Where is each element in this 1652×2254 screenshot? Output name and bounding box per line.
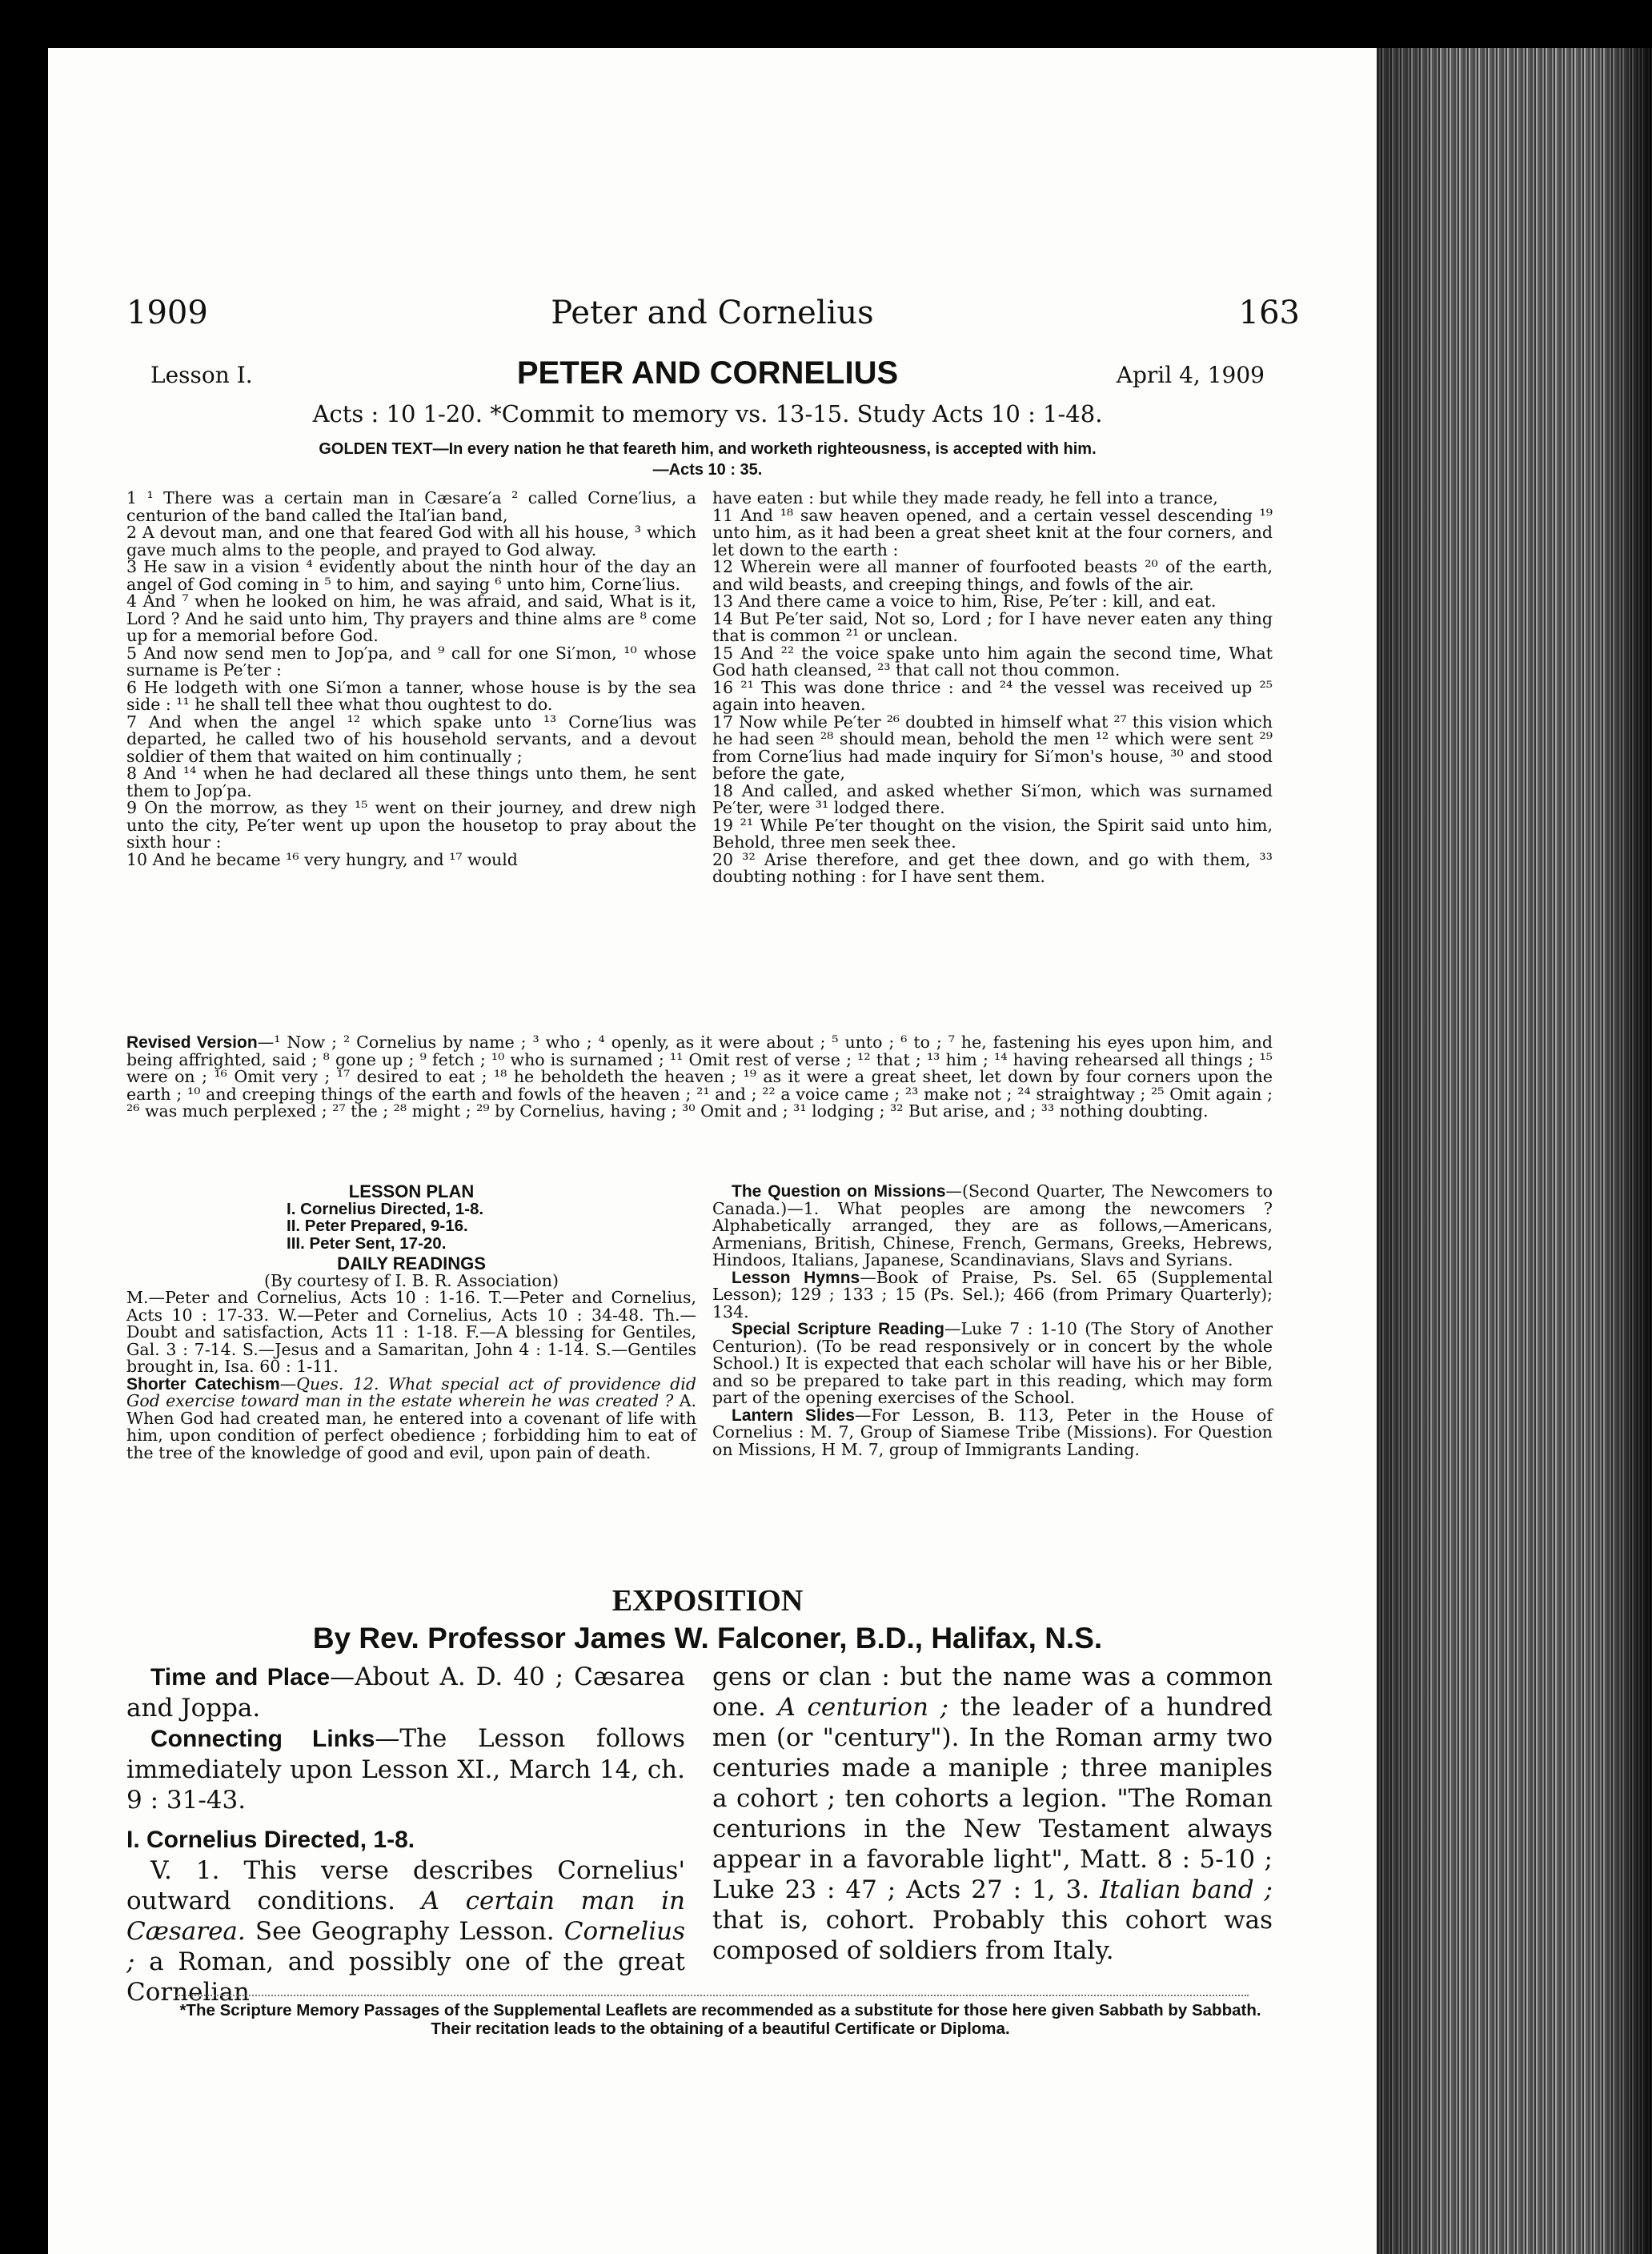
exposition-text: that is, cohort. Probably this cohort was composed of soldiers from Italy. <box>712 1906 1273 1965</box>
catechism-answer: A. When God had created man, he entered into a covenant of life with him, upon condition of perfect obedience ; forbidding him to eat of the tree of the knowledge of good and evil, upon pain of death. <box>126 1391 696 1462</box>
header-page-number: 163 <box>1238 295 1300 331</box>
verse: 17 Now while Pe′ter ²⁶ doubted in himself what ²⁷ this vision which he had seen ²⁸ should mean, behold the men ¹² which were sent ²⁹ from Corne′lius had made inquiry for Si′mon's house, ³⁰ and stood before the gate, <box>712 712 1273 783</box>
verse: 16 ²¹ This was done thrice : and ²⁴ the vessel was received up ²⁵ again into heaven. <box>712 677 1273 714</box>
exposition-text: the leader of a hundred men (or "century"). In the Roman army two centuries made a maniple ; three maniples a cohort ; ten cohorts a legion. "The Roman centurions in the New Testament always appear in a favorable light", Matt. 8 : 5-10 ; Luke 23 : 47 ; Acts 27 : 1, 3. <box>712 1693 1273 1904</box>
verse: 15 And ²² the voice spake unto him again the second time, What God hath cleansed, ²³ that call not thou common. <box>712 643 1273 680</box>
lantern-text: —For Lesson, B. 113, Peter in the House of Cornelius : M. 7, Group of Siamese Tribe (Missions). For Question on Missions, H M. 7, group of Immigrants Landing. <box>712 1405 1273 1459</box>
lantern-label: Lantern Slides <box>732 1406 855 1425</box>
special-reading-label: Special Scripture Reading <box>732 1320 944 1338</box>
verse: 8 And ¹⁴ when he had declared all these things unto them, he sent them to Jop′pa. <box>126 764 696 800</box>
v1-text: V. 1. This verse describes Cornelius' outward conditions. <box>126 1856 685 1915</box>
exposition-italic: Italian band ; <box>1100 1875 1273 1904</box>
missions-text: —(Second Quarter, The Newcomers to Canada.)—1. What peoples are among the newcomers ? Alphabetically arranged, they are as follows,—Americans, Armenians, British, Chinese, French, Germans, Greeks, Hebrews, Hindoos, Italians, Japanese, Scandinavians, Slavs and Syrians. <box>712 1181 1273 1269</box>
special-reading-text: —Luke 7 : 1-10 (The Story of Another Centurion). (To be read responsively or in concert by the whole School.) It is expected that each scholar will have his or her Bible, and so be prepared to take part in this reading, which may form part of the opening exercises of the School. <box>712 1319 1273 1407</box>
verse: 2 A devout man, and one that feared God with all his house, ³ which gave much alms to the people, and prayed to God alway. <box>126 523 696 559</box>
scripture-right-column <box>712 490 1273 886</box>
lesson-notes-left <box>126 1183 696 1462</box>
verse: 12 Wherein were all manner of fourfooted beasts ²⁰ of the earth, and wild beasts, and creeping things, and fowls of the air. <box>712 557 1273 594</box>
hymns-label: Lesson Hymns <box>732 1268 860 1287</box>
missions-label: The Question on Missions <box>732 1182 946 1201</box>
v1-italic-2: Cornelius ; <box>126 1917 685 1976</box>
exposition-italic: A centurion ; <box>777 1693 948 1722</box>
v1-italic-1: A certain man in Cæsarea. <box>126 1887 685 1946</box>
revised-version-text: —¹ Now ; ² Cornelius by name ; ³ who ; ⁴ openly, as it were about ; ⁵ unto ; ⁶ to ; ⁷ he, fastening his eyes upon him, and being affrighted, said ; ⁸ gone up ; ⁹ fetch ; ¹⁰ who is surnamed ; ¹¹ Omit rest of verse ; ¹² that ; ¹³ him ; ¹⁴ having rehearsed all things ; ¹⁵ were on ; ¹⁶ Omit very ; ¹⁷ desired to eat ; ¹⁸ he beholdeth the heaven ; ¹⁹ as it were a great sheet, let down by four corners upon the earth ; ¹⁰ and creeping things of the earth and fowls of the heaven ; ²¹ and ; ²² a voice came ; ²³ make not ; ²⁴ straightway ; ²⁵ Omit again ; ²⁶ was much perplexed ; ²⁷ the ; ²⁸ might ; ²⁹ by Cornelius, having ; ³⁰ Omit and ; ³¹ lodging ; ³² But arise, and ; ³³ nothing doubting. <box>126 1033 1273 1121</box>
verse: 7 And when the angel ¹² which spake unto ¹³ Corne′lius was departed, he called two of his household servants, and a devout soldier of them that waited on him continually ; <box>126 712 696 766</box>
golden-text <box>150 439 1265 480</box>
book-page-edges <box>1377 48 1652 2254</box>
revised-version-label: Revised Version <box>126 1033 258 1052</box>
verse: 10 And he became ¹⁶ very hungry, and ¹⁷ would <box>126 849 518 869</box>
lesson-plan-heading: LESSON PLAN <box>348 1181 475 1201</box>
verse: 14 But Pe′ter said, Not so, Lord ; for I have never eaten any thing that is common ²¹ or unclean. <box>712 608 1273 645</box>
lesson-notes-right <box>712 1183 1273 1458</box>
verse: 6 He lodgeth with one Si′mon a tanner, whose house is by the sea side : ¹¹ he shall tell thee what thou oughtest to do. <box>126 677 696 714</box>
header-year: 1909 <box>126 295 208 331</box>
header-running-title: Peter and Cornelius <box>551 295 874 331</box>
v1-text: See Geography Lesson. <box>245 1917 564 1946</box>
verse: 9 On the morrow, as they ¹⁵ went on their journey, and drew nigh unto the city, Pe′ter went up upon the housetop to pray about the sixth hour : <box>126 798 696 852</box>
exposition-right-column <box>712 1662 1273 1966</box>
links-text: —The Lesson follows immediately upon Lesson XI., March 14, ch. 9 : 31-43. <box>126 1724 685 1815</box>
scripture-left-column <box>126 490 696 868</box>
golden-text-ref: —Acts 10 : 35. <box>652 461 763 479</box>
verse: 4 And ⁷ when he looked on him, he was afraid, and said, What is it, Lord ? And he said unto him, Thy prayers and thine alms are ⁸ come up for a memorial before God. <box>126 592 696 645</box>
verse: 3 He saw in a vision ⁴ evidently about the ninth hour of the day an angel of God coming in ⁵ to him, and saying ⁶ unto him, Corne′lius. <box>126 557 696 594</box>
revised-version <box>126 1034 1273 1121</box>
lesson-number: Lesson I. <box>150 362 253 388</box>
daily-readings-heading: DAILY READINGS <box>337 1253 486 1273</box>
lesson-plan-item: II. Peter Prepared, 9-16. <box>287 1217 468 1235</box>
hymns-text: —Book of Praise, Ps. Sel. 65 (Supplemental Lesson); 129 ; 133 ; 15 (Ps. Sel.); 466 (from Primary Quarterly); 134. <box>712 1267 1273 1322</box>
exposition-heading: EXPOSITION <box>611 1584 804 1618</box>
verse: 5 And now send men to Jop′pa, and ⁹ call for one Si′mon, ¹⁰ whose surname is Pe′ter : <box>126 643 696 680</box>
book-page <box>48 48 1377 2254</box>
verse: 20 ³² Arise therefore, and get thee down, and go with them, ³³ doubting nothing : for I have sent them. <box>712 849 1273 886</box>
section-heading: I. Cornelius Directed, 1-8. <box>126 1827 415 1853</box>
golden-text-line: GOLDEN TEXT—In every nation he that feareth him, and worketh righteousness, is accepted with him. <box>319 440 1097 458</box>
lesson-plan-item: I. Cornelius Directed, 1-8. <box>287 1199 484 1218</box>
verse: have eaten : but while they made ready, he fell into a trance, <box>712 488 1218 507</box>
lesson-plan-item: III. Peter Sent, 17-20. <box>287 1233 447 1253</box>
links-label: Connecting Links <box>150 1726 375 1752</box>
time-label: Time and Place <box>150 1664 331 1690</box>
lesson-date: April 4, 1909 <box>1116 362 1265 388</box>
verse: 1 ¹ There was a certain man in Cæsare′a ² called Corne′lius, a centurion of the band called the Ital′ian band, <box>126 488 696 525</box>
verse: 13 And there came a voice to him, Rise, Pe′ter : kill, and eat. <box>712 592 1217 611</box>
time-text: —About A. D. 40 ; Cæsarea and Joppa. <box>126 1662 685 1723</box>
v1-text: a Roman, and possibly one of the great Cornelian <box>126 1947 685 2007</box>
footnote: *The Scripture Memory Passages of the Supplemental Leaflets are recommended as a substitute for those here given Sabbath by Sabbath. Their recitation leads to the obtaining of a beautiful Certificate or Diploma. <box>179 2001 1261 2038</box>
lesson-title: PETER AND CORNELIUS <box>516 355 899 391</box>
exposition-text: gens or clan : but the name was a common one. <box>712 1662 1273 1722</box>
verse: 18 And called, and asked whether Si′mon, which was surnamed Pe′ter, were ³¹ lodged there. <box>712 780 1273 817</box>
verse: 11 And ¹⁸ saw heaven opened, and a certain vessel descending ¹⁹ unto him, as it had been a great sheet knit at the four corners, and let down to the earth : <box>712 505 1273 559</box>
exposition-byline: By Rev. Professor James W. Falconer, B.D., Halifax, N.S. <box>312 1622 1103 1654</box>
passage-line: Acts : 10 1-20. *Commit to memory vs. 13-15. Study Acts 10 : 1-48. <box>312 400 1103 427</box>
daily-readings-courtesy: (By courtesy of I. B. R. Association) <box>264 1270 559 1290</box>
catechism-label: Shorter Catechism <box>126 1374 280 1394</box>
catechism-question: —Ques. 12. What special act of providence did God exercise toward man in the estate wherein he was created ? <box>126 1374 696 1410</box>
exposition-left-column <box>126 1662 685 2007</box>
footnote-rule <box>176 1995 1249 1996</box>
daily-readings-text: M.—Peter and Cornelius, Acts 10 : 1-16. T.—Peter and Cornelius, Acts 10 : 17-33. W.—Peter and Cornelius, Acts 10 : 34-48. Th.—Doubt and satisfaction, Acts 11 : 1-18. F.—A blessing for Gentiles, Gal. 3 : 7-14. S.—Jesus and a Samaritan, John 4 : 1-14. S.—Gentiles brought in, Isa. 60 : 1-11. <box>126 1288 696 1376</box>
verse: 19 ²¹ While Pe′ter thought on the vision, the Spirit said unto him, Behold, three men seek thee. <box>712 815 1273 852</box>
